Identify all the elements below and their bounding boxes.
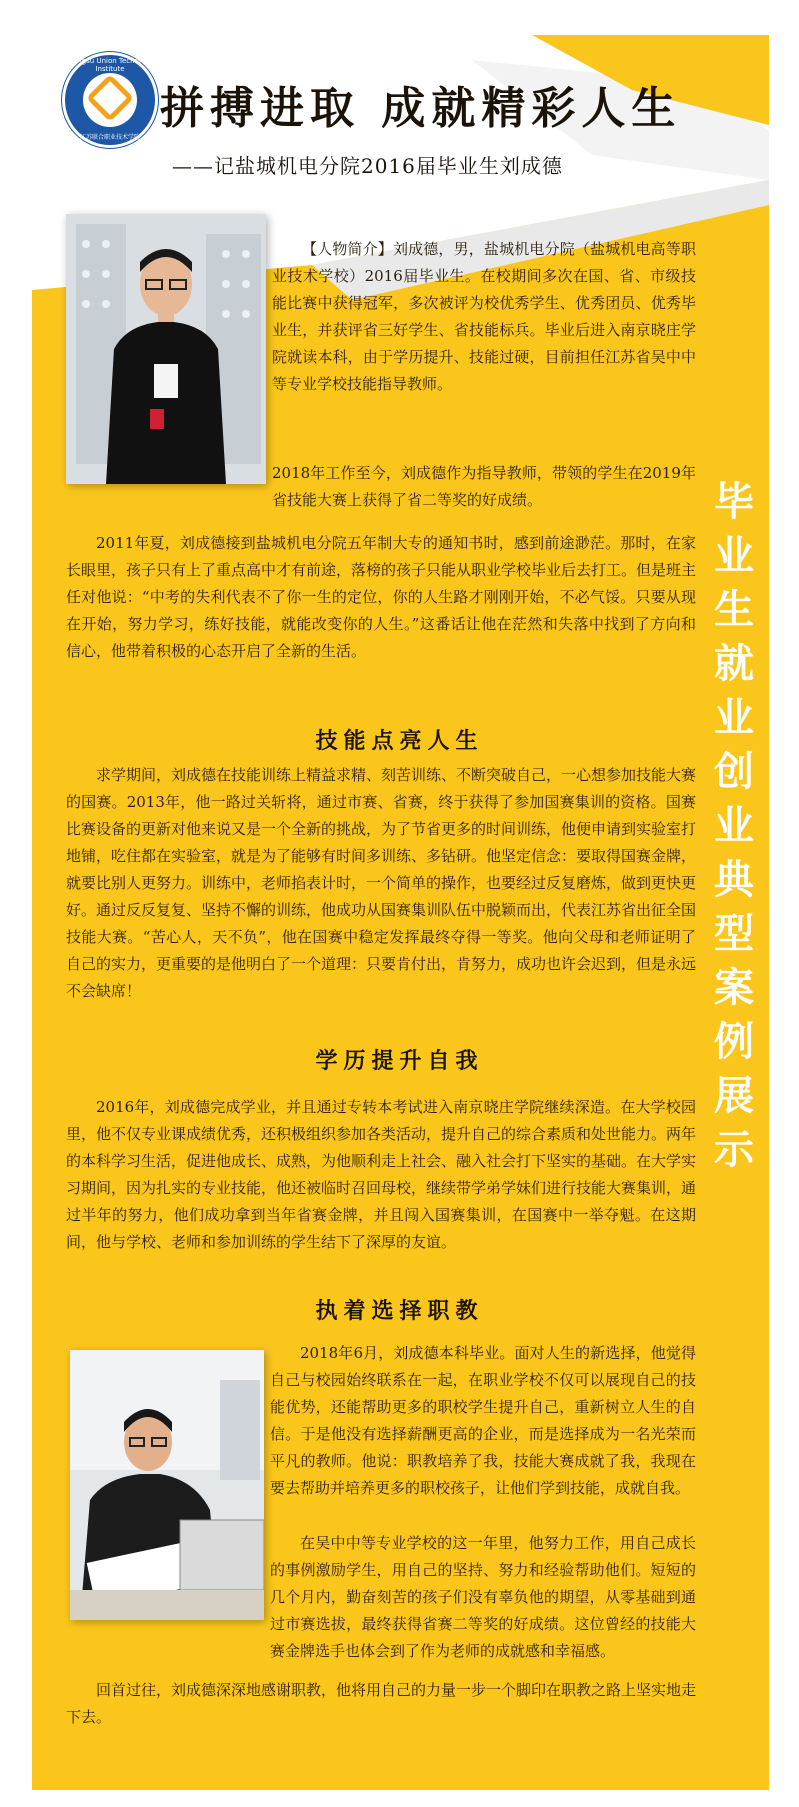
section-education-paragraph: 2016年，刘成德完成学业，并且通过专转本考试进入南京晓庄学院继续深造。在大学校园里，他不仅专业课成绩优秀，还积极组织参加各类活动，提升自己的综合素质和处世能力。两年的本科学习生活，促进他成长、成熟，为他顺利走上社会、融入社会打下坚实的基础。在大学实习期间，因为扎实的专业技能，他还被临时召回母校，继续带学弟学妹们进行技能大赛集训，通过半年的努力，他们成功拿到当年省赛金牌，并且闯入国赛集训，在国赛中一举夺魁。在这期间，他与学校、老师和参加训练的学生结下了深厚的友谊。 — [66, 1098, 697, 1251]
portrait-photo — [66, 214, 266, 484]
section-education-text — [66, 1094, 696, 1256]
logo-text: Jiangsu Union Technical Institute — [68, 57, 152, 73]
intro-paragraph-2: 2018年工作至今，刘成德作为指导教师，带领的学生在2019年省技能大赛上获得了省二等奖的好成绩。 — [272, 464, 696, 509]
section-career-paragraph-3: 回首过往，刘成德深深地感谢职教，他将用自己的力量一步一个脚印在职教之路上坚实地走下去。 — [66, 1681, 697, 1726]
section-heading-education: 学历提升自我 — [315, 1049, 484, 1074]
intro-paragraph-1: 【人物简介】刘成德，男，盐城机电分院（盐城机电高等职业技术学校）2016届毕业生。在校期间多次在国、省、市级技能比赛中获得冠军，多次被评为校优秀学生、优秀团员、优秀毕业生，并获评省三好学生、省技能标兵。毕业后进入南京晓庄学院就读本科，由于学历提升、技能过硬，目前担任江苏省吴中中等专业学校技能指导教师。 — [272, 240, 696, 393]
page-subtitle: ——记盐城机电分院2016届毕业生刘成德 — [172, 154, 563, 178]
section-career-text-1 — [270, 1340, 696, 1502]
side-banner-text: 毕业生就业创业典型案例展示 — [707, 480, 754, 1182]
logo-cn-text: 江苏联合职业技术学院 — [79, 134, 140, 141]
page-title: 拼搏进取 成就精彩人生 — [160, 83, 682, 134]
intro-text-block-2 — [66, 460, 696, 665]
section-heading-career: 执着选择职教 — [315, 1299, 484, 1324]
section-skills-paragraph: 求学期间，刘成德在技能训练上精益求精、刻苦训练、不断突破自己，一心想参加技能大赛的国赛。2013年，他一路过关斩将，通过市赛、省赛，终于获得了参加国赛集训的资格。国赛比赛设备的更新对他来说又是一个全新的挑战，为了节省更多的时间训练，他便申请到实验室打地铺，吃住都在实验室，就是为了能够有时间多训练、多钻研。他坚定信念：要取得国赛金牌，就要比别人更努力。训练中，老师掐表计时，一个简单的操作，也要经过反复磨炼，做到更快更好。通过反反复复、坚持不懈的训练，他成功从国赛集训队伍中脱颖而出，代表江苏省出征全国技能大赛。“苦心人，天不负”，他在国赛中稳定发挥最终夺得一等奖。他向父母和老师证明了自己的实力，更重要的是他明白了一个道理：只要肯付出，肯努力，成功也许会迟到，但是永远不会缺席！ — [66, 766, 697, 1000]
section-skills-text — [66, 762, 696, 1005]
school-logo — [62, 52, 158, 148]
section-career-paragraph-2: 在吴中中等专业学校的这一年里，他努力工作，用自己成长的事例激励学生，用自己的坚持、努力和经验帮助他们。短短的几个月内，勤奋刻苦的孩子们没有辜负他的期望，从零基础到通过市赛选拔，最终获得省赛二等奖的好成绩。这位曾经的技能大赛金牌选手也体会到了作为老师的成就感和幸福感。 — [270, 1534, 696, 1660]
section-career-paragraph-1: 2018年6月，刘成德本科毕业。面对人生的新选择，他觉得自己与校园始终联系在一起，在职业学校不仅可以展现自己的技能优势，还能帮助更多的职校学生提升自己，重新树立人生的自信。于是他没有选择薪酬更高的企业，而是选择成为一名光荣而平凡的教师。他说：职教培养了我，技能大赛成就了我，我现在要去帮助并培养更多的职校孩子，让他们学到技能，成就自我。 — [270, 1344, 696, 1497]
side-banner — [700, 480, 760, 1198]
section-heading-skills: 技能点亮人生 — [315, 729, 484, 754]
section-career-text-2 — [66, 1530, 696, 1731]
intro-paragraph-3: 2011年夏，刘成德接到盐城机电分院五年制大专的通知书时，感到前途渺茫。那时，在家长眼里，孩子只有上了重点高中才有前途，落榜的孩子只能从职业学校毕业后去打工。但是班主任对他说：“中考的失利代表不了你一生的定位，你的人生路才刚刚开始，不必气馁。只要从现在开始，努力学习，练好技能，就能改变你的人生。”这番话让他在茫然和失落中找到了方向和信心，他带着积极的心态开启了全新的生活。 — [66, 534, 697, 660]
portrait-illustration — [66, 214, 266, 484]
intro-text-block — [272, 236, 696, 398]
